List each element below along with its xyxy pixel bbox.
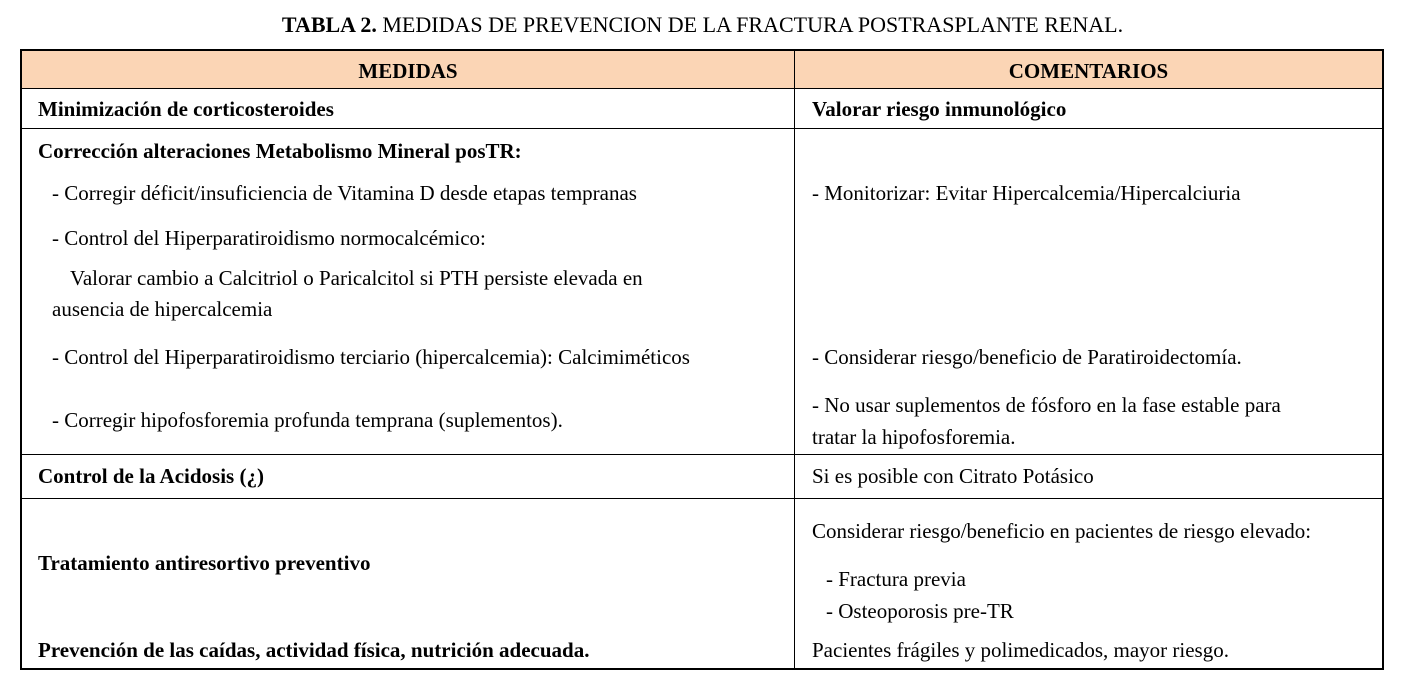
cell-comentario-monitorizar: - Monitorizar: Evitar Hipercalcemia/Hipercalciuria [812, 181, 1241, 205]
header-comentarios: COMENTARIOS [1008, 59, 1169, 83]
row-divider [22, 498, 1382, 499]
cell-medida-hipofosforemia: - Corregir hipofosforemia profunda temprana (suplementos). [52, 408, 563, 432]
cell-medida-caidas: Prevención de las caídas, actividad física, nutrición adecuada. [38, 638, 590, 662]
cell-comentario-citrato: Si es posible con Citrato Potásico [812, 464, 1094, 488]
cell-medida-calcitriol: Valorar cambio a Calcitriol o Paricalcitol si PTH persiste elevada en [70, 266, 643, 290]
prevention-table [20, 49, 1384, 670]
cell-medida-corticosteroides: Minimización de corticosteroides [38, 97, 334, 121]
row-divider [22, 128, 1382, 129]
cell-comentario-fragiles: Pacientes frágiles y polimedicados, mayor riesgo. [812, 638, 1229, 662]
cell-medida-hiperpara-normo: - Control del Hiperparatiroidismo normocalcémico: [52, 226, 486, 250]
cell-medida-antiresortivo: Tratamiento antiresortivo preventivo [38, 551, 371, 575]
cell-medida-acidosis: Control de la Acidosis (¿) [38, 464, 264, 488]
cell-medida-hiperpara-terciario: - Control del Hiperparatiroidismo terciario (hipercalcemia): Calcimiméticos [52, 345, 690, 369]
table-title-text: MEDIDAS DE PREVENCION DE LA FRACTURA POSTRASPLANTE RENAL. [382, 12, 1124, 37]
row-divider [22, 454, 1382, 455]
table-title [0, 12, 1405, 38]
cell-comentario-fosforo: - No usar suplementos de fósforo en la fase estable para [812, 393, 1281, 417]
cell-comentario-fosforo-cont: tratar la hipofosforemia. [812, 425, 1016, 449]
cell-comentario-inmunologico: Valorar riesgo inmunológico [812, 97, 1067, 121]
header-medidas: MEDIDAS [358, 59, 458, 83]
column-divider [794, 51, 795, 668]
cell-comentario-osteoporosis: - Osteoporosis pre-TR [826, 599, 1014, 623]
cell-medida-vitamina-d: - Corregir déficit/insuficiencia de Vitamina D desde etapas tempranas [52, 181, 637, 205]
cell-medida-calcitriol-cont: ausencia de hipercalcemia [52, 297, 273, 321]
cell-comentario-riesgo-elevado: Considerar riesgo/beneficio en pacientes de riesgo elevado: [812, 519, 1312, 543]
cell-comentario-fractura-previa: - Fractura previa [826, 567, 966, 591]
cell-medida-metabolismo-heading: Corrección alteraciones Metabolismo Mineral posTR: [38, 139, 522, 163]
table-title-prefix: TABLA 2. [281, 12, 377, 37]
cell-comentario-paratiroidectomia: - Considerar riesgo/beneficio de Paratiroidectomía. [812, 345, 1242, 369]
